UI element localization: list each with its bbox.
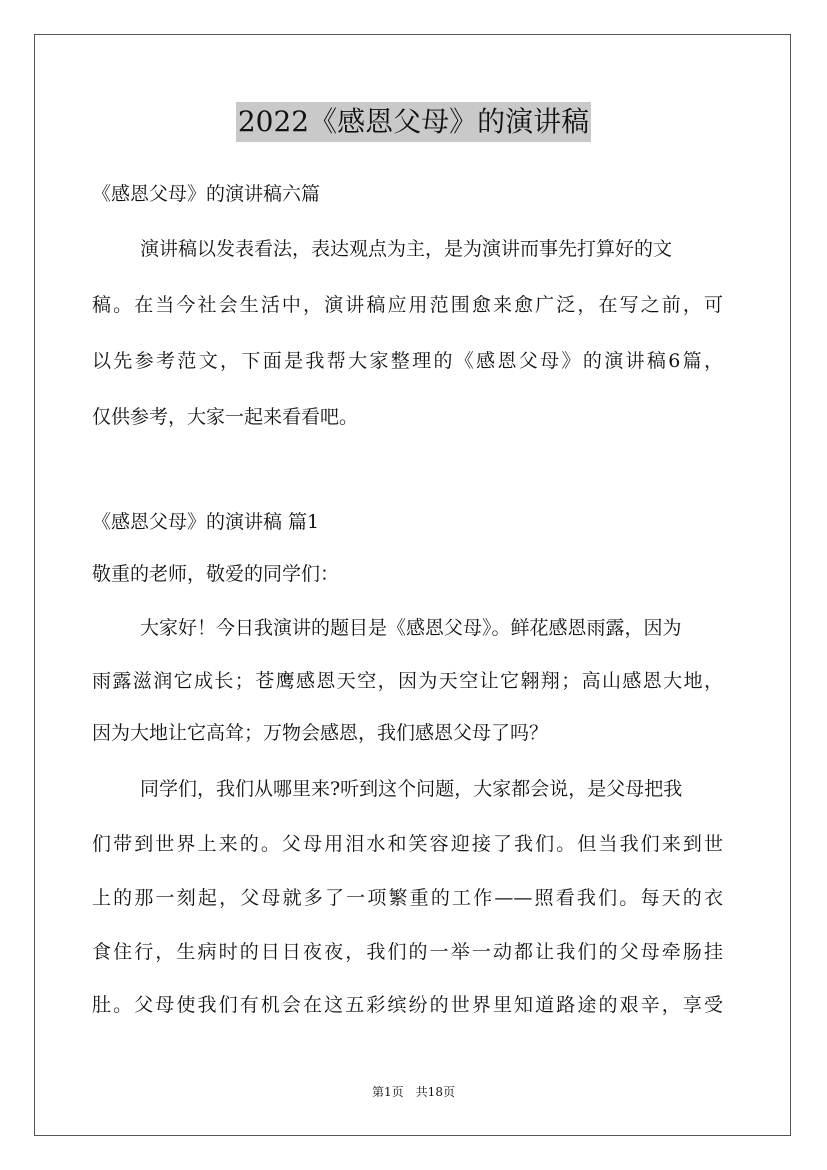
paragraph-line: 肚。父母使我们有机会在这五彩缤纷的世界里知道路途的艰辛，享受 <box>92 994 723 1016</box>
document-title-block <box>0 102 827 142</box>
paragraph-line: 上的那一刻起，父母就多了一项繁重的工作——照看我们。每天的衣 <box>92 887 723 909</box>
intro-heading: 《感恩父母》的演讲稿六篇 <box>92 183 321 205</box>
section-heading: 《感恩父母》的演讲稿 篇1 <box>92 511 320 533</box>
paragraph-line: 大家好！今日我演讲的题目是《感恩父母》。鲜花感恩雨露，因为 <box>140 617 682 639</box>
paragraph-line: 同学们，我们从哪里来?听到这个问题，大家都会说，是父母把我 <box>140 778 683 800</box>
page-number-footer: 第1页 共18页 <box>372 1085 455 1099</box>
salutation: 敬重的老师，敬爱的同学们： <box>92 563 340 585</box>
document-title: 2022《感恩父母》的演讲稿 <box>236 102 591 142</box>
intro-line: 仅供参考，大家一起来看看吧。 <box>92 406 359 428</box>
paragraph-line: 因为大地让它高耸；万物会感恩，我们感恩父母了吗？ <box>92 722 549 744</box>
paragraph-line: 雨露滋润它成长；苍鹰感恩天空，因为天空让它翱翔；高山感恩大地， <box>92 670 723 692</box>
intro-line: 演讲稿以发表看法，表达观点为主，是为演讲而事先打算好的文 <box>140 238 673 260</box>
intro-line: 稿。在当今社会生活中，演讲稿应用范围愈来愈广泛，在写之前，可 <box>92 294 723 316</box>
paragraph-line: 食住行，生病时的日日夜夜，我们的一举一动都让我们的父母牵肠挂 <box>92 941 723 963</box>
intro-line: 以先参考范文，下面是我帮大家整理的《感恩父母》的演讲稿6篇， <box>92 350 723 372</box>
paragraph-line: 们带到世界上来的。父母用泪水和笑容迎接了我们。但当我们来到世 <box>92 833 723 855</box>
